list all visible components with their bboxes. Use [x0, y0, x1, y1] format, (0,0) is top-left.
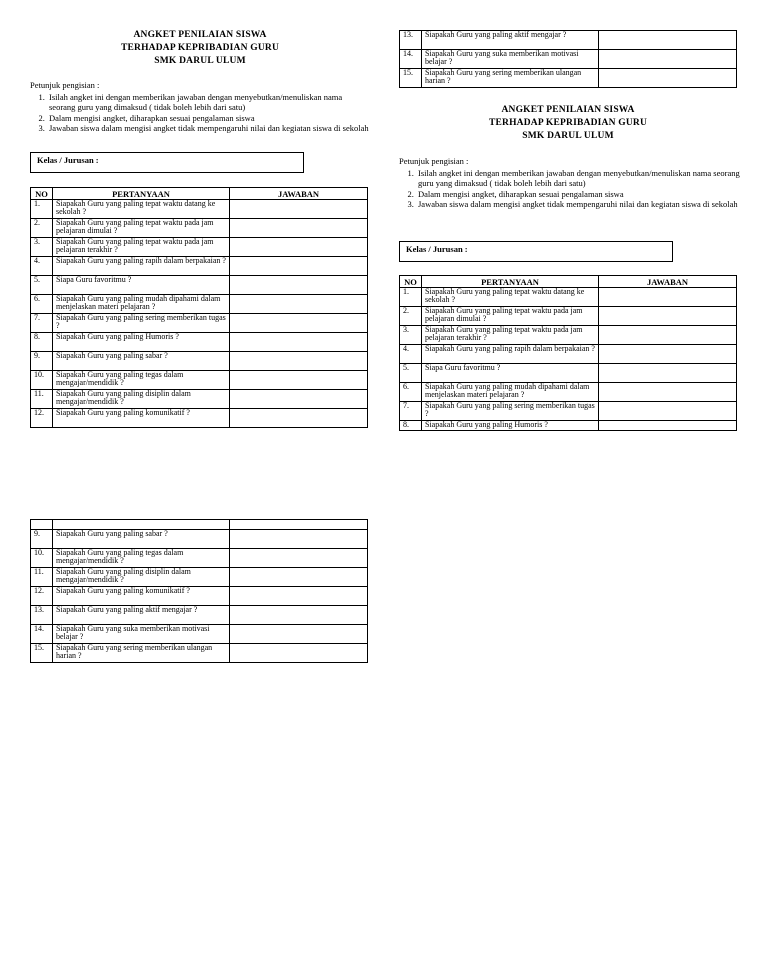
table-row	[31, 295, 368, 314]
table-row	[400, 326, 737, 345]
question-number: 6.	[31, 295, 53, 314]
answer-cell[interactable]	[230, 314, 368, 333]
instruction-item: 3. Jawaban siswa dalam mengisi angket tidak mempengaruhi nilai dan kegiatan siswa di sekolah	[47, 123, 370, 134]
question-table-left-upper	[30, 187, 368, 428]
answer-cell[interactable]	[230, 238, 368, 257]
question-text: Siapakah Guru yang paling tepat waktu datang ke sekolah ?	[422, 288, 599, 307]
answer-cell[interactable]	[599, 31, 737, 50]
table-header-row-empty	[31, 520, 368, 530]
table-header-row	[31, 188, 368, 200]
question-text: Siapakah Guru yang paling sabar ?	[53, 352, 230, 371]
question-text: Siapakah Guru yang paling rapih dalam berpakaian ?	[422, 345, 599, 364]
question-text: Siapakah Guru yang suka memberikan motivasi belajar ?	[422, 50, 599, 69]
question-table-right-upper	[399, 30, 737, 88]
instruction-item: 2. Dalam mengisi angket, diharapkan sesuai pengalaman siswa	[416, 189, 744, 200]
question-number: 8.	[31, 333, 53, 352]
question-text: Siapa Guru favoritmu ?	[53, 276, 230, 295]
question-number: 2.	[400, 307, 422, 326]
kelas-jurusan-label: Kelas / Jurusan :	[37, 155, 99, 165]
question-text: Siapakah Guru yang sering memberikan ulangan harian ?	[422, 69, 599, 88]
table-row	[31, 371, 368, 390]
question-number: 10.	[31, 371, 53, 390]
kelas-jurusan-field[interactable]	[30, 152, 304, 173]
instruction-item: 1. Isilah angket ini dengan memberikan jawaban dengan menyebutkan/menuliskan nama seorang guru yang dimaksud ( tidak boleh lebih dari satu)	[47, 92, 370, 113]
question-number: 4.	[31, 257, 53, 276]
table-row	[400, 383, 737, 402]
question-text: Siapakah Guru yang paling tepat waktu pada jam pelajaran dimulai ?	[53, 219, 230, 238]
table-row	[400, 364, 737, 383]
answer-cell[interactable]	[230, 567, 368, 586]
table-row	[31, 200, 368, 219]
question-number: 11.	[31, 390, 53, 409]
header-school: SMK DARUL ULUM	[154, 56, 246, 66]
question-number: 14.	[31, 624, 53, 643]
header-title: ANGKET PENILAIAN SISWA	[501, 105, 635, 115]
table-row	[31, 624, 368, 643]
answer-cell[interactable]	[599, 326, 737, 345]
table-row	[400, 288, 737, 307]
instruction-item: 3. Jawaban siswa dalam mengisi angket tidak mempengaruhi nilai dan kegiatan siswa di sekolah	[416, 199, 744, 210]
question-text: Siapakah Guru yang paling disiplin dalam mengajar/mendidik ?	[53, 567, 230, 586]
col-question-header: PERTANYAAN	[53, 188, 230, 200]
col-question-header: PERTANYAAN	[422, 276, 599, 288]
table-row	[400, 307, 737, 326]
question-number: 1.	[400, 288, 422, 307]
table-row	[31, 567, 368, 586]
answer-cell[interactable]	[599, 345, 737, 364]
instructions-right	[399, 156, 744, 210]
question-text: Siapa Guru favoritmu ?	[422, 364, 599, 383]
question-number: 8.	[400, 421, 422, 431]
answer-cell[interactable]	[599, 421, 737, 431]
answer-cell[interactable]	[599, 307, 737, 326]
question-number: 13.	[31, 605, 53, 624]
question-number: 3.	[31, 238, 53, 257]
question-text: Siapakah Guru yang sering memberikan ulangan harian ?	[53, 643, 230, 662]
table-row	[31, 390, 368, 409]
answer-cell[interactable]	[599, 383, 737, 402]
question-number: 3.	[400, 326, 422, 345]
question-number: 12.	[31, 586, 53, 605]
question-text: Siapakah Guru yang paling mudah dipahami dalam menjelaskan materi pelajaran ?	[53, 295, 230, 314]
instruction-item: 1. Isilah angket ini dengan memberikan jawaban dengan menyebutkan/menuliskan nama seorang guru yang dimaksud ( tidak boleh lebih dari satu)	[416, 168, 744, 189]
table-row	[31, 605, 368, 624]
table-row	[400, 31, 737, 50]
question-text: Siapakah Guru yang paling Humoris ?	[422, 421, 599, 431]
answer-cell[interactable]	[230, 295, 368, 314]
question-table-left-lower	[30, 519, 368, 663]
table-row	[31, 238, 368, 257]
question-text: Siapakah Guru yang suka memberikan motivasi belajar ?	[53, 624, 230, 643]
answer-cell[interactable]	[230, 371, 368, 390]
answer-cell[interactable]	[230, 624, 368, 643]
question-text: Siapakah Guru yang paling Humoris ?	[53, 333, 230, 352]
table-row	[31, 548, 368, 567]
question-text: Siapakah Guru yang paling sabar ?	[53, 529, 230, 548]
answer-cell[interactable]	[599, 69, 737, 88]
header-subtitle: TERHADAP KEPRIBADIAN GURU	[488, 118, 648, 128]
table-row	[31, 409, 368, 428]
table-row	[31, 257, 368, 276]
question-number: 2.	[31, 219, 53, 238]
question-number: 7.	[31, 314, 53, 333]
answer-cell[interactable]	[599, 288, 737, 307]
answer-cell[interactable]	[230, 219, 368, 238]
table-row	[31, 314, 368, 333]
header-title: ANGKET PENILAIAN SISWA	[133, 30, 267, 40]
survey-header-left	[60, 29, 340, 68]
kelas-jurusan-label: Kelas / Jurusan :	[406, 244, 468, 254]
question-text: Siapakah Guru yang paling mudah dipahami dalam menjelaskan materi pelajaran ?	[422, 383, 599, 402]
instruction-item: 2. Dalam mengisi angket, diharapkan sesuai pengalaman siswa	[47, 113, 370, 124]
question-text: Siapakah Guru yang paling tegas dalam mengajar/mendidik ?	[53, 548, 230, 567]
question-number: 5.	[31, 276, 53, 295]
instructions-left	[30, 80, 370, 134]
answer-cell[interactable]	[599, 364, 737, 383]
question-text: Siapakah Guru yang paling tepat waktu pada jam pelajaran dimulai ?	[422, 307, 599, 326]
table-row	[31, 333, 368, 352]
question-text: Siapakah Guru yang paling komunikatif ?	[53, 586, 230, 605]
answer-cell[interactable]	[230, 409, 368, 428]
question-number: 15.	[31, 643, 53, 662]
table-row	[400, 421, 737, 431]
table-row	[31, 643, 368, 662]
question-number: 9.	[31, 529, 53, 548]
question-number: 13.	[400, 31, 422, 50]
table-header-row	[400, 276, 737, 288]
answer-cell[interactable]	[230, 257, 368, 276]
answer-cell[interactable]	[230, 586, 368, 605]
question-number: 1.	[31, 200, 53, 219]
answer-cell[interactable]	[230, 643, 368, 662]
question-text: Siapakah Guru yang paling disiplin dalam mengajar/mendidik ?	[53, 390, 230, 409]
question-number: 11.	[31, 567, 53, 586]
table-row	[400, 50, 737, 69]
question-text: Siapakah Guru yang paling sering memberikan tugas ?	[422, 402, 599, 421]
question-number: 14.	[400, 50, 422, 69]
answer-cell[interactable]	[230, 548, 368, 567]
col-answer-header: JAWABAN	[230, 188, 368, 200]
table-row	[31, 529, 368, 548]
answer-cell[interactable]	[230, 529, 368, 548]
question-text: Siapakah Guru yang paling aktif mengajar ?	[53, 605, 230, 624]
question-number: 12.	[31, 409, 53, 428]
answer-cell[interactable]	[599, 402, 737, 421]
col-no-header: NO	[31, 188, 53, 200]
question-number: 9.	[31, 352, 53, 371]
instructions-label: Petunjuk pengisian :	[399, 156, 469, 166]
table-row	[400, 69, 737, 88]
question-number: 7.	[400, 402, 422, 421]
question-number: 10.	[31, 548, 53, 567]
table-row	[31, 352, 368, 371]
question-text: Siapakah Guru yang paling tepat waktu pada jam pelajaran terakhir ?	[53, 238, 230, 257]
question-text: Siapakah Guru yang paling rapih dalam berpakaian ?	[53, 257, 230, 276]
question-number: 5.	[400, 364, 422, 383]
question-text: Siapakah Guru yang paling aktif mengajar ?	[422, 31, 599, 50]
instructions-label: Petunjuk pengisian :	[30, 80, 100, 90]
question-number: 15.	[400, 69, 422, 88]
table-row	[31, 276, 368, 295]
table-row	[400, 345, 737, 364]
answer-cell[interactable]	[230, 276, 368, 295]
question-table-right-lower	[399, 275, 737, 431]
question-text: Siapakah Guru yang paling tepat waktu pada jam pelajaran terakhir ?	[422, 326, 599, 345]
question-text: Siapakah Guru yang paling sering memberikan tugas ?	[53, 314, 230, 333]
question-text: Siapakah Guru yang paling komunikatif ?	[53, 409, 230, 428]
question-text: Siapakah Guru yang paling tegas dalam mengajar/mendidik ?	[53, 371, 230, 390]
header-school: SMK DARUL ULUM	[522, 131, 614, 141]
question-number: 6.	[400, 383, 422, 402]
answer-cell[interactable]	[230, 333, 368, 352]
question-text: Siapakah Guru yang paling tepat waktu datang ke sekolah ?	[53, 200, 230, 219]
answer-cell[interactable]	[599, 50, 737, 69]
answer-cell[interactable]	[230, 390, 368, 409]
survey-header-right	[428, 104, 708, 143]
col-no-header: NO	[400, 276, 422, 288]
answer-cell[interactable]	[230, 605, 368, 624]
answer-cell[interactable]	[230, 352, 368, 371]
question-number: 4.	[400, 345, 422, 364]
table-row	[31, 219, 368, 238]
kelas-jurusan-field[interactable]	[399, 241, 673, 262]
table-row	[400, 402, 737, 421]
col-answer-header: JAWABAN	[599, 276, 737, 288]
header-subtitle: TERHADAP KEPRIBADIAN GURU	[120, 43, 280, 53]
answer-cell[interactable]	[230, 200, 368, 219]
table-row	[31, 586, 368, 605]
